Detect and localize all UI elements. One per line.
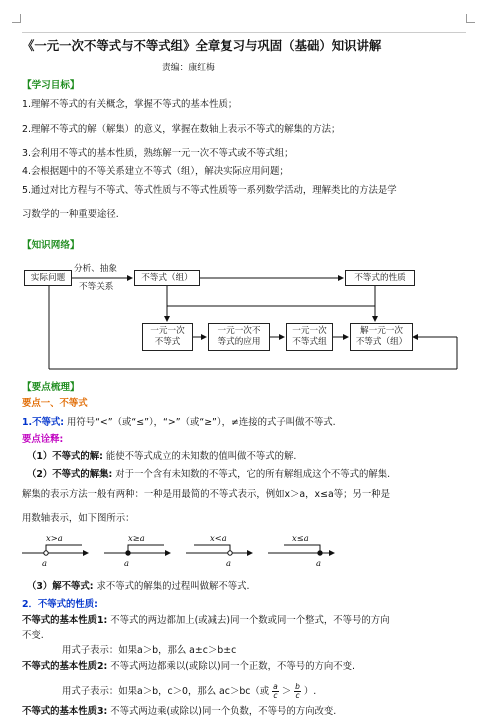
- number-line-point: a: [42, 558, 47, 568]
- goal-item: 习数学的一种重要途径.: [22, 209, 119, 220]
- greater-than: ＞: [281, 686, 292, 697]
- number-line-label: x<a: [210, 533, 227, 543]
- page-title: 《一元一次不等式与不等式组》全章复习与巩固（基础）知识讲解: [22, 38, 382, 53]
- definition-text: 用符号“<”（或“≤”），“>”（或“≥”），≠连接的式子叫做不等式.: [66, 417, 336, 428]
- number-line-2: [104, 545, 170, 555]
- fraction-numerator: a: [273, 682, 278, 691]
- number-line-3: [186, 545, 252, 555]
- property-text: 不变.: [22, 630, 44, 641]
- fraction-a-over-c: [272, 683, 279, 700]
- box-linear-inequality: 一元一次 不等式: [142, 323, 193, 351]
- property-line: [22, 706, 336, 718]
- goal-item: 5.通过对比方程与不等式、等式性质与不等式性质等一系列数学活动，理解类比的方法是学: [22, 185, 397, 196]
- number-line-label: x≤a: [292, 533, 309, 543]
- label-relation: 不等关系: [79, 282, 114, 292]
- property-formula: 用式子表示：如果a＞b，那么 a±c＞b±c: [62, 645, 237, 656]
- point-heading: 要点一、不等式: [22, 398, 88, 409]
- explain-text: 能使不等式成立的未知数的值叫做不等式的解.: [105, 451, 297, 462]
- number-line-point: a: [316, 558, 321, 568]
- goal-item: 4.会根据题中的不等关系建立不等式（组），解决实际应用问题；: [22, 166, 289, 177]
- goals-header: 【学习目标】: [22, 80, 80, 91]
- fraction-denominator: c: [273, 691, 278, 700]
- point-heading: 2．不等式的性质:: [22, 599, 98, 610]
- number-line-4: [268, 545, 334, 555]
- property-line: [22, 661, 355, 673]
- explain-text: 用数轴表示，如下图所示：: [22, 513, 135, 524]
- explain-label: 要点诠释:: [22, 434, 64, 445]
- explain-text: 求不等式的解集的过程叫做解不等式.: [96, 581, 250, 592]
- fraction-b-over-c: [294, 683, 301, 700]
- definition-label: 1.不等式:: [22, 417, 64, 428]
- network-header: 【知识网络】: [22, 240, 80, 251]
- number-line-label: x>a: [46, 533, 63, 543]
- property-label: 不等式的基本性质3:: [22, 706, 108, 717]
- number-line-point: a: [124, 558, 129, 568]
- property-text: 不等式的两边都加上(或减去)同一个数或同一个整式，不等号的方向: [110, 615, 390, 626]
- property-formula: [62, 683, 316, 700]
- box-practical-problem: 实际问题: [24, 270, 72, 286]
- explain-text: 对于一个含有未知数的不等式，它的所有解组成这个不等式的解集.: [115, 469, 391, 480]
- box-inequality: 不等式（组）: [134, 270, 200, 286]
- number-line-label: x≥a: [128, 533, 145, 543]
- number-line-point: a: [226, 558, 231, 568]
- property-line: [22, 615, 389, 627]
- goal-item: 1.理解不等式的有关概念，掌握不等式的基本性质；: [22, 99, 238, 110]
- property-label: 不等式的基本性质1:: [22, 615, 108, 626]
- label-analysis: 分析、抽象: [74, 264, 117, 274]
- number-line-1: [22, 545, 88, 555]
- formula-close: ）.: [303, 686, 317, 697]
- explain-line: [27, 581, 250, 593]
- property-formula-text: 用式子表示：如果a＞b，c＞0，那么 ac＞bc（或: [62, 686, 270, 697]
- explain-term: （3）解不等式:: [27, 581, 94, 592]
- property-text: 不等式两边乘(或除以)同一个负数，不等号的方向改变.: [110, 706, 337, 717]
- goal-item: 3.会利用不等式的基本性质，熟练解一元一次不等式或不等式组；: [22, 148, 294, 159]
- box-solve: 解一元一次 不等式（组）: [350, 323, 413, 351]
- box-system: 一元一次 不等式组: [286, 323, 333, 351]
- editor-line: 责编：康红梅: [162, 63, 215, 73]
- box-application: 一元一次不 等式的应用: [208, 323, 270, 351]
- fraction-denominator: c: [295, 691, 300, 700]
- goal-item: 2.理解不等式的解（解集）的意义，掌握在数轴上表示不等式的解集的方法；: [22, 124, 341, 135]
- explain-term: （2）不等式的解集:: [27, 469, 113, 480]
- property-text: 不等式两边都乘以(或除以)同一个正数，不等号的方向不变.: [110, 661, 355, 672]
- explain-term: （1）不等式的解:: [27, 451, 103, 462]
- explain-text: 解集的表示方法一般有两种：一种是用最简的不等式表示，例如x＞a，x≤a等；另一种是: [22, 489, 390, 500]
- property-label: 不等式的基本性质2:: [22, 661, 108, 672]
- fraction-numerator: b: [295, 682, 300, 691]
- summary-header: 【要点梳理】: [22, 382, 80, 393]
- box-property: 不等式的性质: [345, 270, 415, 286]
